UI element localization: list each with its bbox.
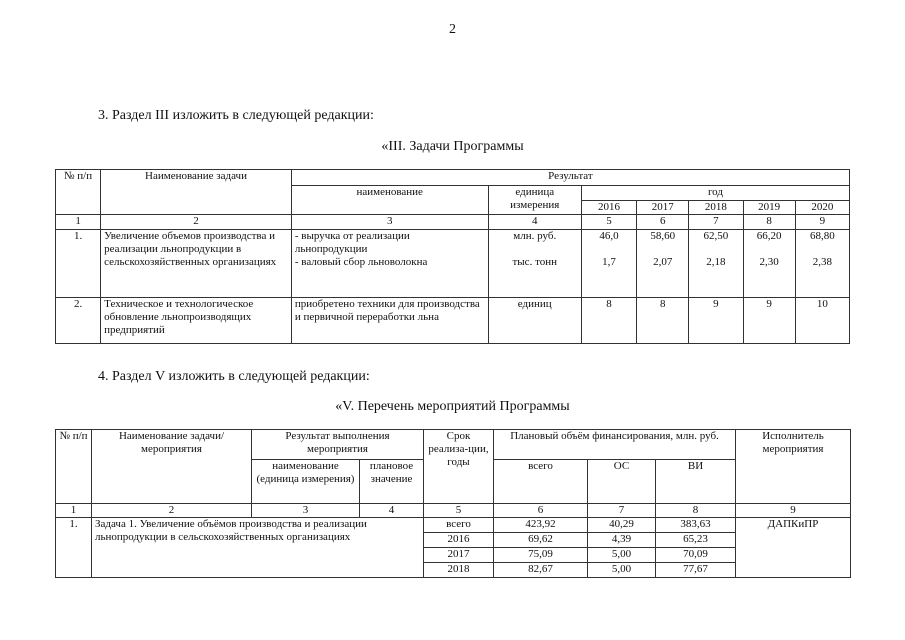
v-colnum: 3 [252,504,360,518]
header-year: год [581,186,849,201]
task1-os-2018: 5,00 [588,563,656,578]
row1-result1-v2018: 62,50 [689,230,743,257]
colnum: 4 [488,215,581,230]
row1-result1-unit: млн. руб. [488,230,581,257]
v-header-result: Результат выполнения мероприятия [252,430,424,460]
row2-v2017: 8 [637,297,689,343]
task1-os-2016: 4,39 [588,533,656,548]
row1-result1-v2016: 46,0 [581,230,636,257]
colnum: 6 [637,215,689,230]
task1-vi-2016: 65,23 [656,533,736,548]
tasks-table [55,169,850,344]
section5-instruction: 4. Раздел V изложить в следующей редакции: [98,369,370,384]
row1-result1-v2017: 58,60 [637,230,689,257]
colnum: 5 [581,215,636,230]
row1-num: 1. [56,230,101,298]
v-colnum: 6 [494,504,588,518]
row1-result1-name: - выручка от реализации льнопродукции [291,230,488,257]
row2-v2020: 10 [795,297,849,343]
colnum: 3 [291,215,488,230]
colnum: 9 [795,215,849,230]
colnum: 7 [689,215,743,230]
task1-executor: ДАПКиПР [736,518,851,578]
page-number: 2 [449,22,456,37]
row1-result1-v2019: 66,20 [743,230,795,257]
task1-vi-2018: 77,67 [656,563,736,578]
colnum: 1 [56,215,101,230]
row2-num: 2. [56,297,101,343]
v-colnum: 9 [736,504,851,518]
header-name: наименование [291,186,488,215]
v-colnum: 8 [656,504,736,518]
header-year-2017: 2017 [637,201,689,215]
v-colnum: 2 [92,504,252,518]
v-header-os: ОС [588,460,656,504]
header-year-2019: 2019 [743,201,795,215]
header-result: Результат [291,170,849,186]
colnum: 8 [743,215,795,230]
v-colnum: 1 [56,504,92,518]
header-year-2020: 2020 [795,201,849,215]
task1-os-2017: 5,00 [588,548,656,563]
task1-term-2018: 2018 [424,563,494,578]
row1-result1-v2020: 68,80 [795,230,849,257]
task1-num: 1. [56,518,92,578]
row2-result-unit: единиц [488,297,581,343]
task1-vi-2017: 70,09 [656,548,736,563]
section3-instruction: 3. Раздел III изложить в следующей редакции: [98,108,374,123]
row1-result2-v2016: 1,7 [581,256,636,297]
v-header-total: всего [494,460,588,504]
task1-total-all: 423,92 [494,518,588,533]
row2-v2019: 9 [743,297,795,343]
row1-result2-name: - валовый сбор льноволокна [291,256,488,297]
row2-task: Техническое и технологическое обновление льнопроизводящих предприятий [101,297,292,343]
header-year-2018: 2018 [689,201,743,215]
row1-result2-v2018: 2,18 [689,256,743,297]
header-unit: единица измерения [488,186,581,215]
task1-total-2016: 69,62 [494,533,588,548]
v-header-vi: ВИ [656,460,736,504]
row1-result2-v2019: 2,30 [743,256,795,297]
section3-title: «III. Задачи Программы [381,139,524,154]
task1-term-2017: 2017 [424,548,494,563]
row2-v2018: 9 [689,297,743,343]
row1-task: Увеличение объемов производства и реализации льнопродукции в сельскохозяйственных организациях [101,230,292,298]
v-header-result-value: плановое значение [360,460,424,504]
v-header-result-name: наименование (единица измерения) [252,460,360,504]
task1-term-total: всего [424,518,494,533]
v-header-num: № п/п [56,430,92,504]
v-header-task: Наименование задачи/ мероприятия [92,430,252,504]
task1-total-2017: 75,09 [494,548,588,563]
measures-table [55,429,851,578]
row2-result-name: приобретено техники для производства и первичной переработки льна [291,297,488,343]
row1-result2-v2020: 2,38 [795,256,849,297]
row1-result2-v2017: 2,07 [637,256,689,297]
header-task: Наименование задачи [101,170,292,215]
v-colnum: 7 [588,504,656,518]
header-num: № п/п [56,170,101,215]
task1-total-2018: 82,67 [494,563,588,578]
task1-os-all: 40,29 [588,518,656,533]
section5-title: «V. Перечень мероприятий Программы [335,399,570,414]
v-colnum: 5 [424,504,494,518]
v-header-executor: Исполнитель мероприятия [736,430,851,504]
task1-term-2016: 2016 [424,533,494,548]
v-colnum: 4 [360,504,424,518]
v-header-term: Срок реализа-ции, годы [424,430,494,504]
row2-v2016: 8 [581,297,636,343]
task1-vi-all: 383,63 [656,518,736,533]
row1-result2-unit: тыс. тонн [488,256,581,297]
header-year-2016: 2016 [581,201,636,215]
colnum: 2 [101,215,292,230]
v-header-financing: Плановый объём финансирования, млн. руб. [494,430,736,460]
task1-text: Задача 1. Увеличение объёмов производства и реализации льнопродукции в сельскохозяйственных организациях [92,518,424,578]
